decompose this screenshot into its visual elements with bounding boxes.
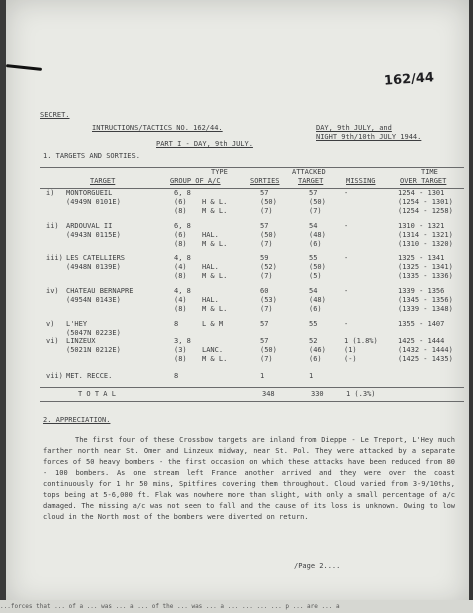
target-coordinates: (5021N 0212E) bbox=[66, 346, 121, 354]
header-sorties: SORTIES bbox=[250, 177, 280, 185]
target-coordinates: (4949N 0101E) bbox=[66, 198, 121, 206]
target-name: L'HEY bbox=[66, 320, 88, 328]
target-name: ARDOUVAL II bbox=[66, 222, 113, 230]
time-over-target: 1310 - 1321 (1314 - 1321) (1310 - 1320) bbox=[398, 222, 453, 248]
row-number: vi) bbox=[46, 337, 59, 345]
group-value: 8 bbox=[174, 372, 179, 380]
header-time-top: TIME bbox=[421, 168, 438, 176]
aircraft-type: LANC. M & L. bbox=[202, 346, 228, 363]
total-rule-bottom bbox=[40, 401, 464, 402]
table-top-rule bbox=[40, 167, 464, 168]
attacked-value: 1 bbox=[309, 372, 314, 380]
attacked-value: 54 (48) (6) bbox=[309, 287, 326, 313]
header-missing: MISSING bbox=[346, 177, 376, 185]
time-over-target: 1254 - 1301 (1254 - 1301) (1254 - 1258) bbox=[398, 189, 453, 215]
target-name: LINZEUX bbox=[66, 337, 96, 345]
document-title: INTRUCTIONS/TACTICS NO. 162/44. bbox=[92, 124, 223, 132]
sorties-value: 59 (52) (7) bbox=[260, 254, 277, 280]
group-value: 4, 8 (4) (8) bbox=[174, 254, 191, 280]
sorties-value: 57 bbox=[260, 320, 269, 328]
header-time: OVER TARGET bbox=[400, 177, 447, 185]
header-target: TARGET bbox=[90, 177, 116, 185]
total-rule-top bbox=[40, 387, 464, 388]
target-name: CHATEAU BERNAPRE bbox=[66, 287, 134, 295]
missing-value: - bbox=[344, 320, 349, 328]
date-line-1: DAY, 9th JULY, and bbox=[316, 124, 392, 132]
group-value: 6, 8 (6) (8) bbox=[174, 189, 191, 215]
handwritten-reference: 162/44 bbox=[383, 70, 435, 89]
date-line-2: NIGHT 9th/10th JULY 1944. bbox=[316, 133, 422, 141]
total-attacked: 330 bbox=[311, 390, 324, 398]
aircraft-type: L & M bbox=[202, 320, 224, 328]
row-number: iii) bbox=[46, 254, 63, 262]
appreciation-paragraph: The first four of these Crossbow targets are inland from Dieppe - Le Treport, L'Hey much farther north near St. Omer and Linzeux midway, near St. Pol. They were attacked by a separate forces of 50 heavy bombers - the first occasion on which these attacks have been reduced from 80 - 100 bombers. As one stream left France another arrived and they were over the coast continuously for 1 hr 50 mins, Spitfires covering them throughout. Cloud varied from 3-9/10ths, tops being at 5-6,000 ft. Flak was nowhere more than slight, with only a small percentage of a/c damaged. The missing a/c was not seen to fall and the cause of its loss is unknown. Owing to low cloud in the North most of the bombers were diverted on return. bbox=[43, 436, 455, 521]
part-heading: PART I - DAY, 9th JULY. bbox=[156, 140, 253, 148]
aircraft-type: H & L. M & L. bbox=[202, 198, 228, 215]
sorties-value: 1 bbox=[260, 372, 265, 380]
sorties-value: 57 (50) (7) bbox=[260, 337, 277, 363]
aircraft-type: HAL. M & L. bbox=[202, 296, 228, 313]
row-number: iv) bbox=[46, 287, 59, 295]
aircraft-type: HAL. M & L. bbox=[202, 231, 228, 248]
header-attacked-top: ATTACKED bbox=[292, 168, 326, 176]
missing-value: - bbox=[344, 189, 349, 197]
header-attacked: TARGET bbox=[298, 177, 324, 185]
missing-value: - bbox=[344, 287, 349, 295]
group-value: 4, 8 (4) (8) bbox=[174, 287, 191, 313]
header-group: GROUP OF A/C bbox=[170, 177, 221, 185]
time-over-target: 1425 - 1444 (1432 - 1444) (1425 - 1435) bbox=[398, 337, 453, 363]
sorties-value: 57 (50) (7) bbox=[260, 189, 277, 215]
sorties-value: 57 (50) (7) bbox=[260, 222, 277, 248]
sorties-value: 60 (53) (7) bbox=[260, 287, 277, 313]
group-value: 8 bbox=[174, 320, 179, 328]
attacked-value: 57 (50) (7) bbox=[309, 189, 326, 215]
group-value: 3, 8 (3) (8) bbox=[174, 337, 191, 363]
target-name: LES CATELLIERS bbox=[66, 254, 126, 262]
row-number: v) bbox=[46, 320, 55, 328]
attacked-value: 52 (46) (6) bbox=[309, 337, 326, 363]
row-number: i) bbox=[46, 189, 55, 197]
target-coordinates: (4943N 0115E) bbox=[66, 231, 121, 239]
time-over-target: 1339 - 1356 (1345 - 1356) (1339 - 1348) bbox=[398, 287, 453, 313]
row-number: ii) bbox=[46, 222, 59, 230]
total-missing: 1 (.3%) bbox=[346, 390, 376, 398]
next-page-edge: ...forces that ... of a ... was ... a ... of the ... was ... a ... ... ... ... p ... are ... a bbox=[0, 600, 473, 613]
section-2-heading: 2. APPRECIATION. bbox=[43, 416, 111, 424]
missing-value: - bbox=[344, 254, 349, 262]
row-number: vii) bbox=[46, 372, 63, 380]
attacked-value: 55 bbox=[309, 320, 318, 328]
classification: SECRET. bbox=[40, 111, 70, 119]
total-label: T O T A L bbox=[78, 390, 116, 398]
time-over-target: 1325 - 1341 (1325 - 1341) (1335 - 1336) bbox=[398, 254, 453, 280]
section-1-heading: 1. TARGETS AND SORTIES. bbox=[43, 152, 140, 160]
target-name: MET. RECCE. bbox=[66, 372, 113, 380]
aircraft-type: HAL. M & L. bbox=[202, 263, 228, 280]
missing-value: - bbox=[344, 222, 349, 230]
target-coordinates: (4948N 0139E) bbox=[66, 263, 121, 271]
treasury-tag bbox=[6, 64, 42, 71]
attacked-value: 55 (50) (5) bbox=[309, 254, 326, 280]
header-type-top: TYPE bbox=[211, 168, 228, 176]
group-value: 6, 8 (6) (8) bbox=[174, 222, 191, 248]
document-page bbox=[6, 0, 469, 606]
missing-value: 1 (1.8%) (1) (-) bbox=[344, 337, 378, 363]
page-continuation: /Page 2.... bbox=[294, 562, 341, 570]
target-name: MONTORGUEIL bbox=[66, 189, 113, 197]
target-coordinates: (4954N 0143E) bbox=[66, 296, 121, 304]
attacked-value: 54 (48) (6) bbox=[309, 222, 326, 248]
total-sorties: 348 bbox=[262, 390, 275, 398]
target-coordinates: (5047N 0223E) bbox=[66, 329, 121, 337]
time-over-target: 1355 - 1407 bbox=[398, 320, 445, 328]
